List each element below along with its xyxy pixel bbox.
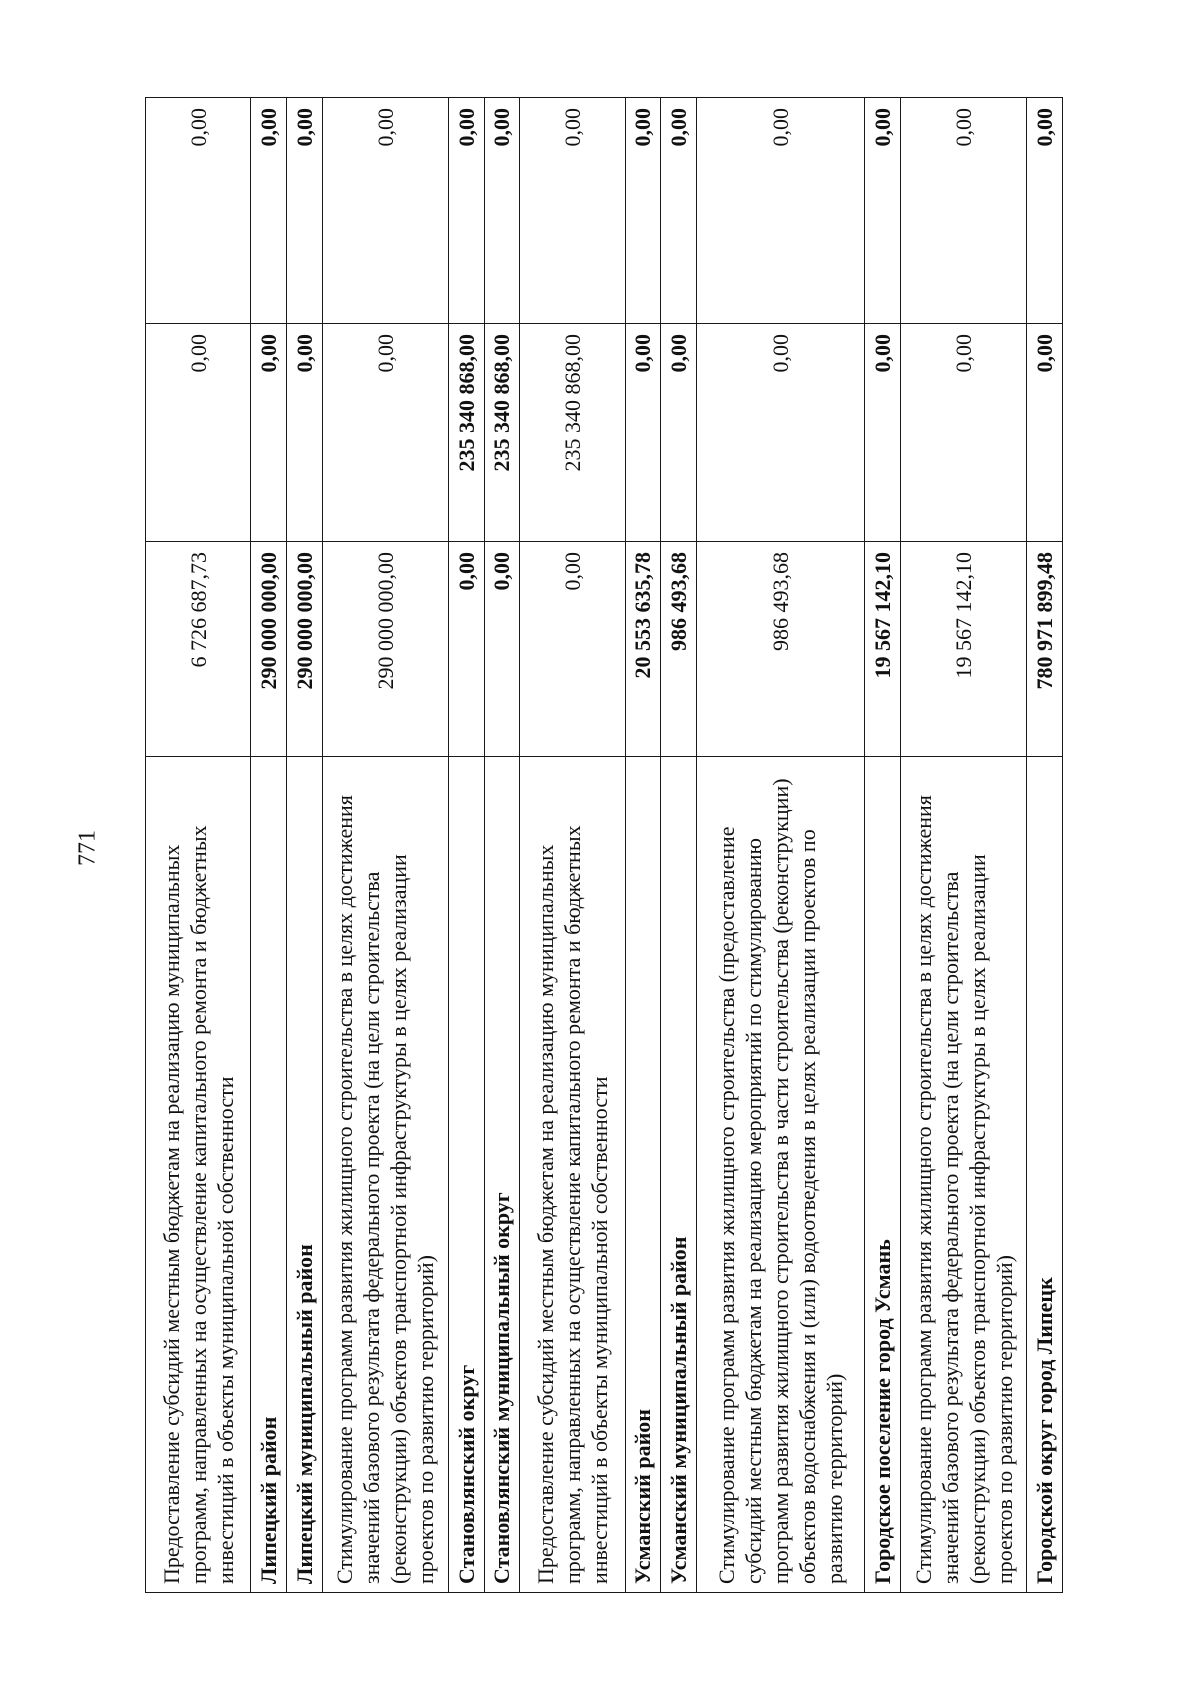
row-value-1: 290 000 000,00 — [251, 542, 287, 757]
row-value-2: 0,00 — [661, 324, 697, 542]
table-row — [520, 98, 625, 1593]
row-description: Стимулирование программ развития жилищного строительства в целях достижения значений базового результата федерального проекта (на цели строительства (реконструкции) объектов транспортной инфраструктуры в целях реализации проектов по развитию территорий) — [901, 757, 1027, 1593]
row-value-2: 235 340 868,00 — [520, 324, 625, 542]
row-value-2: 235 340 868,00 — [448, 324, 484, 542]
row-value-2: 0,00 — [697, 324, 865, 542]
page-number: 771 — [74, 830, 101, 866]
row-value-1: 0,00 — [484, 542, 520, 757]
row-value-2: 0,00 — [251, 324, 287, 542]
row-value-1: 19 567 142,10 — [865, 542, 901, 757]
row-value-3: 0,00 — [484, 98, 520, 324]
row-description: Предоставление субсидий местным бюджетам на реализацию муниципальных программ, направленных на осуществление капитального ремонта и бюджетных инвестиций в объекты муниципальной собственности — [520, 757, 625, 1593]
row-value-3: 0,00 — [625, 98, 661, 324]
table-row — [625, 98, 661, 1593]
row-value-1: 780 971 899,48 — [1027, 542, 1063, 757]
row-value-3: 0,00 — [901, 98, 1027, 324]
row-description: Предоставление субсидий местным бюджетам на реализацию муниципальных программ, направленных на осуществление капитального ремонта и бюджетных инвестиций в объекты муниципальной собственности — [146, 757, 251, 1593]
table-row — [484, 98, 520, 1593]
row-value-1: 986 493,68 — [661, 542, 697, 757]
table-row — [251, 98, 287, 1593]
row-value-1: 20 553 635,78 — [625, 542, 661, 757]
row-value-3: 0,00 — [322, 98, 448, 324]
table-row — [697, 98, 865, 1593]
row-value-3: 0,00 — [286, 98, 322, 324]
row-description: Становлянский округ — [448, 757, 484, 1593]
row-value-3: 0,00 — [661, 98, 697, 324]
row-value-1: 290 000 000,00 — [286, 542, 322, 757]
table-row — [865, 98, 901, 1593]
table-row — [901, 98, 1027, 1593]
row-description: Городское поселение город Усмань — [865, 757, 901, 1593]
row-value-3: 0,00 — [448, 98, 484, 324]
row-value-1: 19 567 142,10 — [901, 542, 1027, 757]
table-row — [286, 98, 322, 1593]
row-value-2: 0,00 — [1027, 324, 1063, 542]
table-row — [661, 98, 697, 1593]
table-row — [448, 98, 484, 1593]
row-value-2: 0,00 — [146, 324, 251, 542]
row-description: Усманский район — [625, 757, 661, 1593]
row-value-1: 0,00 — [520, 542, 625, 757]
budget-table — [145, 97, 1063, 1593]
row-value-1: 6 726 687,73 — [146, 542, 251, 757]
row-description: Липецкий муниципальный район — [286, 757, 322, 1593]
table-row — [322, 98, 448, 1593]
row-value-1: 986 493,68 — [697, 542, 865, 757]
row-description: Липецкий район — [251, 757, 287, 1593]
row-value-2: 235 340 868,00 — [484, 324, 520, 542]
row-value-2: 0,00 — [625, 324, 661, 542]
row-description: Усманский муниципальный район — [661, 757, 697, 1593]
row-value-3: 0,00 — [146, 98, 251, 324]
row-description: Становлянский муниципальный округ — [484, 757, 520, 1593]
row-description: Стимулирование программ развития жилищного строительства (предоставление субсидий местным бюджетам на реализацию мероприятий по стимулированию программ развития жилищного строительства в части строительства (реконструкции) объектов водоснабжения и (или) водоотведения в целях реализации проектов по развитию территорий) — [697, 757, 865, 1593]
row-value-2: 0,00 — [322, 324, 448, 542]
table-row — [146, 98, 251, 1593]
row-value-3: 0,00 — [865, 98, 901, 324]
row-value-3: 0,00 — [520, 98, 625, 324]
row-value-3: 0,00 — [1027, 98, 1063, 324]
row-value-2: 0,00 — [901, 324, 1027, 542]
rotated-table-container — [145, 98, 1063, 1593]
row-value-1: 290 000 000,00 — [322, 542, 448, 757]
row-description: Стимулирование программ развития жилищного строительства в целях достижения значений базового результата федерального проекта (на цели строительства (реконструкции) объектов транспортной инфраструктуры в целях реализации проектов по развитию территорий) — [322, 757, 448, 1593]
row-description: Городской округ город Липецк — [1027, 757, 1063, 1593]
row-value-2: 0,00 — [286, 324, 322, 542]
row-value-1: 0,00 — [448, 542, 484, 757]
table-row — [1027, 98, 1063, 1593]
row-value-2: 0,00 — [865, 324, 901, 542]
row-value-3: 0,00 — [697, 98, 865, 324]
row-value-3: 0,00 — [251, 98, 287, 324]
